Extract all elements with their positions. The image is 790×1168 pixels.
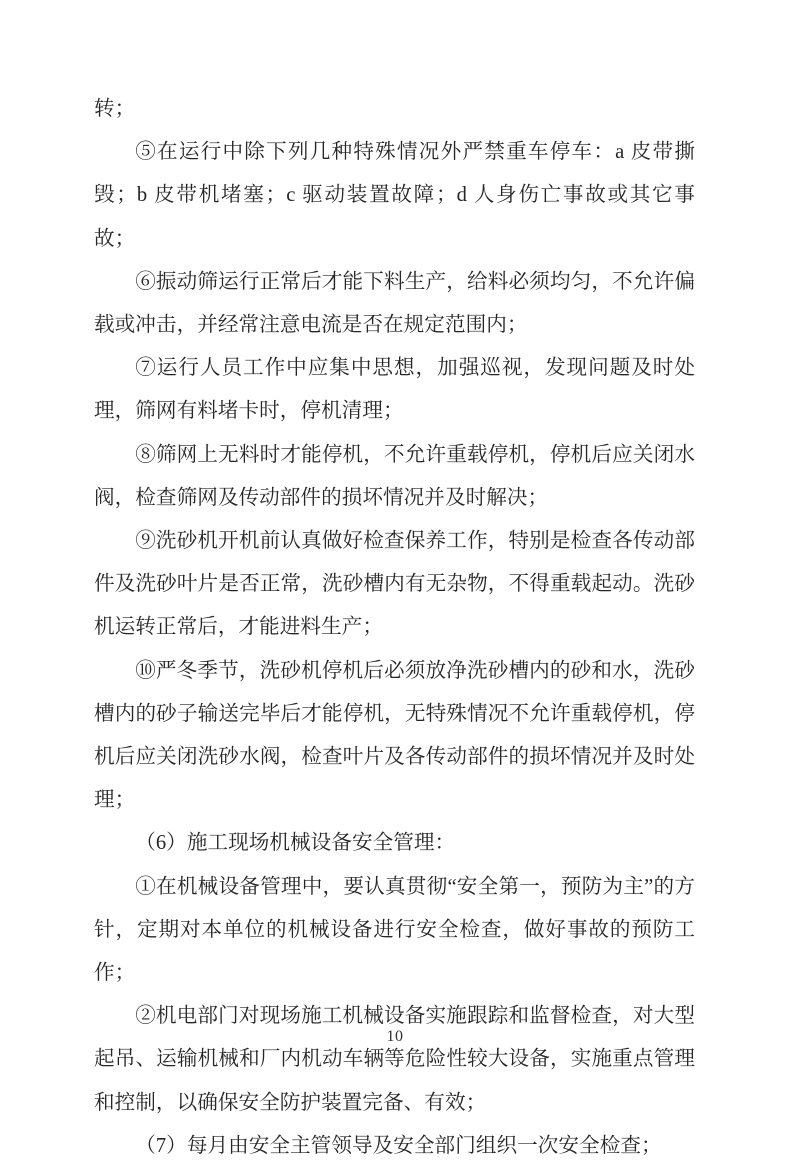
paragraph-section-6: （6）施工现场机械设备安全管理： — [135, 832, 456, 855]
paragraph-item-8: ⑧筛网上无料时才能停机，不允许重载停机，停机后应关闭水阀，检查筛网及传动部件的损坏情况并及时解决； — [94, 443, 695, 509]
paragraph-continuation-zhuan: 转； — [94, 98, 136, 120]
paragraph-item-10: ⑩严冬季节，洗砂机停机后必须放净洗砂槽内的砂和水，洗砂槽内的砂子输送完毕后才能停机，无特殊情况不允许重载停机，停机后应关闭洗砂水阀，检查叶片及各传动部件的损坏情况并及时处理； — [94, 659, 695, 812]
paragraph-item-5: ⑤在运行中除下列几种特殊情况外严禁重车停车：a 皮带撕毁；b 皮带机堵塞；c 驱动装置故障；d 人身伤亡事故或其它事故； — [94, 141, 695, 250]
paragraph-section-7: （7）每月由安全主管领导及安全部门组织一次安全检查； — [135, 1134, 662, 1157]
paragraph-item-7: ⑦运行人员工作中应集中思想，加强巡视，发现问题及时处理，筛网有料堵卡时，停机清理； — [94, 357, 695, 423]
page-number: 10 — [386, 1028, 404, 1045]
paragraph-item-6: ⑥振动筛运行正常后才能下料生产，给料必须均匀，不允许偏载或冲击，并经常注意电流是否在规定范围内； — [94, 270, 695, 337]
paragraph-sub-item-2: ②机电部门对现场施工机械设备实施跟踪和监督检查，对大型起吊、运输机械和厂内机动车辆等危险性较大设备，实施重点管理和控制，以确保安全防护装置完备、有效； — [94, 1005, 695, 1114]
document-body — [94, 88, 695, 1168]
paragraph-item-9: ⑨洗砂机开机前认真做好检查保养工作，特别是检查各传动部件及洗砂叶片是否正常，洗砂槽内有无杂物，不得重载起动。洗砂机运转正常后，才能进料生产； — [94, 530, 695, 639]
paragraph-sub-item-1: ①在机械设备管理中，要认真贯彻“安全第一，预防为主”的方针，定期对本单位的机械设备进行安全检查，做好事故的预防工作； — [94, 875, 695, 985]
